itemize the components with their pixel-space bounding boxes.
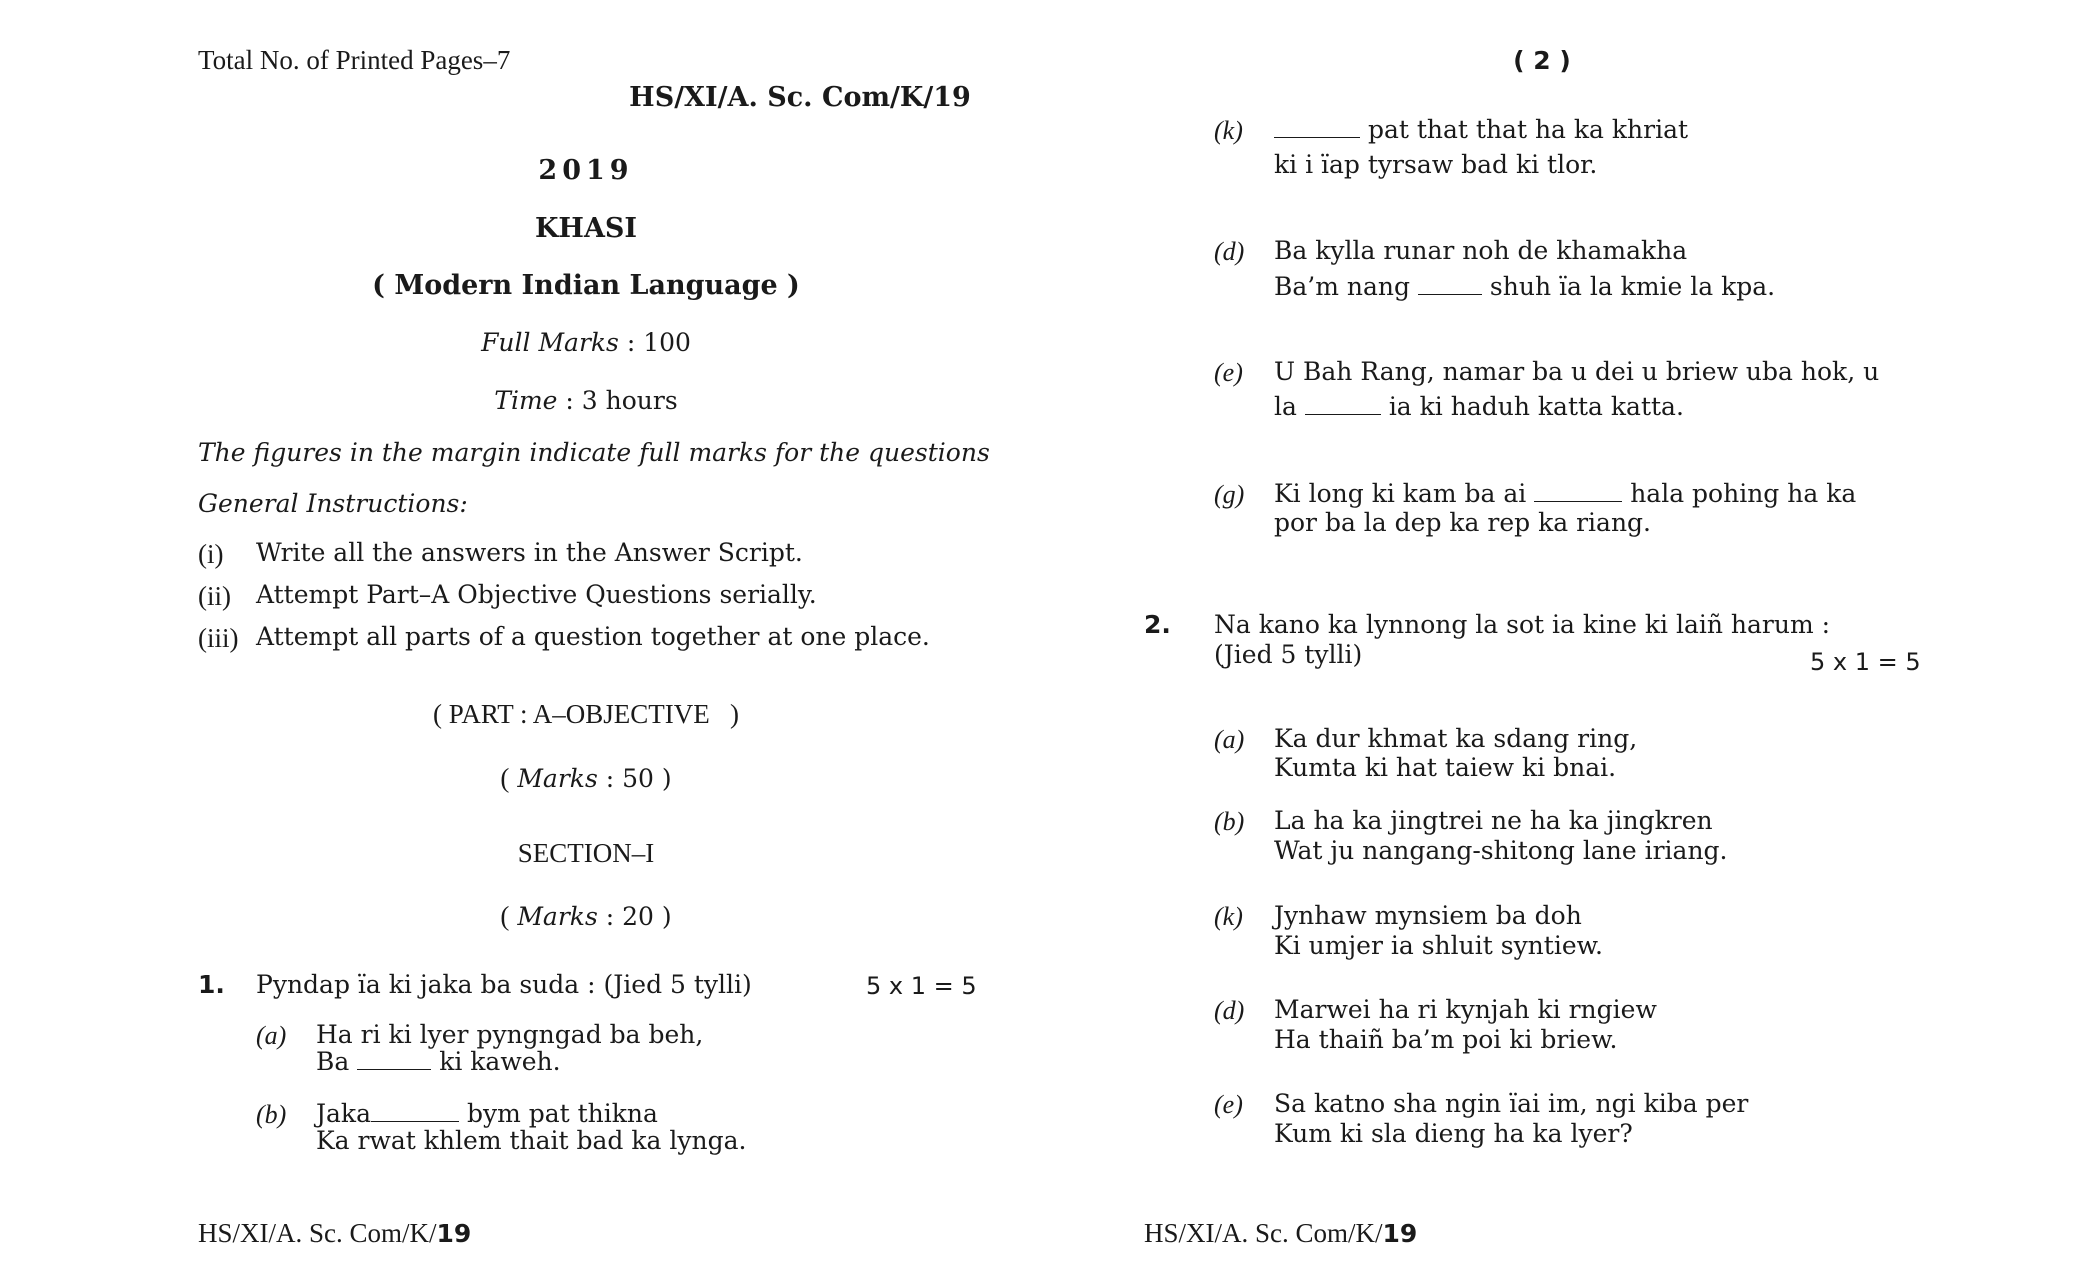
instruction-number: (iii): [198, 623, 239, 653]
item-text: Jaka: [316, 1099, 371, 1128]
item-text: la: [1274, 392, 1297, 421]
exam-year: 2019: [538, 155, 634, 186]
item-text: Ki long ki kam ba ai: [1274, 479, 1527, 508]
item-label: (a): [1214, 725, 1245, 754]
item-label: (a): [256, 1021, 287, 1050]
general-instructions-heading: General Instructions:: [198, 489, 468, 518]
item-line: [1274, 115, 1688, 145]
item-label: (d): [1214, 237, 1245, 266]
question-number: 1.: [198, 970, 225, 999]
item-line: Ba kylla runar noh de khamakha: [1274, 236, 1688, 265]
footer-number: 19: [436, 1219, 472, 1248]
question-text: Pyndap ïa ki jaka ba suda : (Jied 5 tylli): [256, 970, 752, 999]
instruction-text: Attempt all parts of a question together at one place.: [256, 622, 930, 651]
section-heading: SECTION–I: [517, 838, 655, 868]
part-marks-open: (: [500, 763, 510, 793]
item-line: Ka dur khmat ka sdang ring,: [1274, 724, 1638, 753]
footer-code: HS/XI/A. Sc. Com/K/: [1144, 1218, 1383, 1248]
part-heading: ( PART : A–OBJECTIVE ): [433, 699, 739, 729]
subject-title: KHASI: [534, 213, 638, 244]
section-marks: [500, 900, 671, 932]
answer-blank: [357, 1049, 431, 1070]
item-text: Ba’m nang: [1274, 272, 1410, 301]
item-label: (b): [1214, 807, 1245, 836]
item-line: Ki umjer ia shluit syntiew.: [1274, 931, 1604, 960]
item-line: Sa katno sha ngin ïai im, ngi kiba per: [1274, 1089, 1749, 1118]
part-marks-value: : 50 ): [605, 764, 672, 793]
item-line: Wat ju nangang-shitong lane iriang.: [1274, 836, 1728, 865]
time-allowed: [494, 386, 677, 416]
item-line: Ka rwat khlem thait bad ka lynga.: [316, 1126, 747, 1155]
full-marks-value: : 100: [626, 328, 691, 357]
instruction-number: (ii): [198, 581, 231, 611]
item-line: Kumta ki hat taiew ki bnai.: [1274, 753, 1617, 782]
answer-blank: [1418, 274, 1482, 295]
question-marks: 5 x 1 = 5: [866, 972, 977, 1000]
item-line: [1274, 272, 1775, 302]
item-label: (b): [256, 1100, 287, 1129]
footer-code: HS/XI/A. Sc. Com/K/: [198, 1218, 437, 1248]
item-line: [316, 1047, 561, 1077]
question-number: 2.: [1144, 610, 1171, 639]
item-text: ia ki haduh katta katta.: [1388, 392, 1684, 421]
full-marks: [481, 328, 691, 358]
subject-subtitle: ( Modern Indian Language ): [372, 270, 800, 301]
item-line: por ba la dep ka rep ka riang.: [1274, 508, 1652, 537]
page-footer: [1144, 1217, 1417, 1249]
item-line: [1274, 479, 1856, 509]
instruction-number: (i): [198, 539, 224, 569]
item-text: pat that that ha ka khriat: [1367, 115, 1689, 144]
page-footer: [198, 1217, 471, 1249]
section-marks-open: (: [500, 901, 510, 931]
time-label: Time: [494, 386, 558, 415]
item-text: hala pohing ha ka: [1630, 479, 1857, 508]
item-label: (d): [1214, 996, 1245, 1025]
item-text: bym pat thikna: [466, 1099, 658, 1128]
instruction-text: Write all the answers in the Answer Script.: [256, 538, 803, 567]
answer-blank: [1305, 394, 1381, 415]
item-line: [316, 1099, 658, 1129]
item-line: Jynhaw mynsiem ba doh: [1274, 901, 1582, 930]
item-label: (k): [1214, 902, 1243, 931]
item-line: Ha thaiñ ba’m poi ki briew.: [1274, 1025, 1618, 1054]
paper-code-header: HS/XI/A. Sc. Com/K/19: [629, 82, 971, 113]
item-line: ki i ïap tyrsaw bad ki tlor.: [1274, 150, 1598, 179]
time-value: : 3 hours: [565, 386, 678, 415]
item-line: Marwei ha ri kynjah ki rngiew: [1274, 995, 1657, 1024]
question-text: Na kano ka lynnong la sot ia kine ki laiñ harum :: [1214, 610, 1831, 639]
answer-blank: [1274, 117, 1360, 138]
item-line: [1274, 392, 1684, 422]
part-marks: [500, 762, 671, 794]
item-label: (e): [1214, 358, 1243, 387]
item-line: Kum ki sla dieng ha ka lyer?: [1274, 1119, 1633, 1148]
part-marks-label: Marks: [517, 764, 598, 793]
footer-number: 19: [1382, 1219, 1418, 1248]
answer-blank: [1534, 481, 1622, 502]
answer-blank: [371, 1101, 459, 1122]
full-marks-label: Full Marks: [481, 328, 619, 357]
question-marks: 5 x 1 = 5: [1810, 648, 1921, 676]
item-text: ki kaweh.: [439, 1047, 561, 1076]
item-line: U Bah Rang, namar ba u dei u briew uba hok, u: [1274, 357, 1880, 386]
section-marks-label: Marks: [517, 902, 598, 931]
item-line: La ha ka jingtrei ne ha ka jingkren: [1274, 806, 1713, 835]
total-pages-note: Total No. of Printed Pages–7: [198, 45, 511, 75]
page-number: ( 2 ): [1513, 46, 1571, 75]
margin-note: The figures in the margin indicate full marks for the questions: [198, 438, 990, 467]
instruction-text: Attempt Part–A Objective Questions serially.: [256, 580, 817, 609]
question-text: (Jied 5 tylli): [1214, 640, 1363, 669]
item-text: shuh ïa la kmie la kpa.: [1489, 272, 1776, 301]
item-label: (g): [1214, 480, 1245, 509]
item-line: Ha ri ki lyer pyngngad ba beh,: [316, 1020, 704, 1049]
item-label: (k): [1214, 116, 1243, 145]
item-label: (e): [1214, 1090, 1243, 1119]
item-text: Ba: [316, 1047, 350, 1076]
section-marks-value: : 20 ): [605, 902, 672, 931]
